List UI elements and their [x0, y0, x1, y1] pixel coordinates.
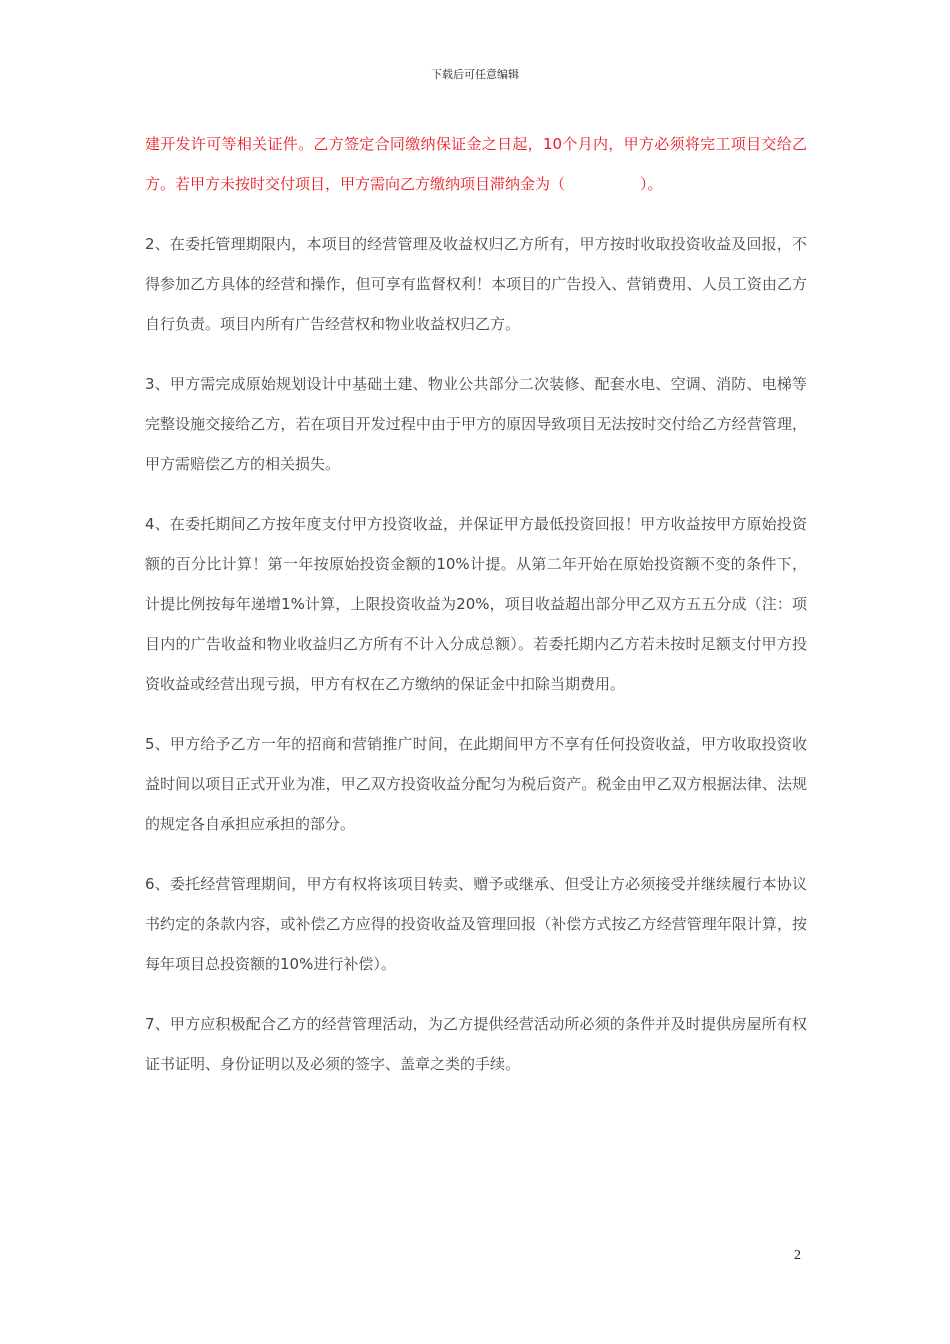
- page-number: 2: [794, 1248, 801, 1263]
- clause-2: 2、在委托管理期限内，本项目的经营管理及收益权归乙方所有，甲方按时收取投资收益及回报，不得参加乙方具体的经营和操作，但可享有监督权利！本项目的广告投入、营销费用、人员工资由乙方自行负责。项目内所有广告经营权和物业收益权归乙方。: [145, 235, 807, 333]
- paragraph-1-continuation: 建开发许可等相关证件。乙方签定合同缴纳保证金之日起，10个月内，甲方必须将完工项目交给乙方。若甲方未按时交付项目，甲方需向乙方缴纳项目滞纳金为（ ）。: [145, 135, 807, 193]
- page-header: 下载后可任意编辑: [431, 68, 519, 81]
- clause-3: 3、甲方需完成原始规划设计中基础土建、物业公共部分二次装修、配套水电、空调、消防、电梯等完整设施交接给乙方，若在项目开发过程中由于甲方的原因导致项目无法按时交付给乙方经营管理，甲方需赔偿乙方的相关损失。: [145, 375, 807, 473]
- clause-6: 6、委托经营管理期间，甲方有权将该项目转卖、赠予或继承、但受让方必须接受并继续履行本协议书约定的条款内容，或补偿乙方应得的投资收益及管理回报（补偿方式按乙方经营管理年限计算，按每年项目总投资额的10%进行补偿）。: [145, 875, 807, 973]
- clause-4: 4、在委托期间乙方按年度支付甲方投资收益，并保证甲方最低投资回报！甲方收益按甲方原始投资额的百分比计算！第一年按原始投资金额的10%计提。从第二年开始在原始投资额不变的条件下，计提比例按每年递增1%计算，上限投资收益为20%，项目收益超出部分甲乙双方五五分成（注：项目内的广告收益和物业收益归乙方所有不计入分成总额）。若委托期内乙方若未按时足额支付甲方投资收益或经营出现亏损，甲方有权在乙方缴纳的保证金中扣除当期费用。: [145, 515, 807, 693]
- clause-5: 5、甲方给予乙方一年的招商和营销推广时间，在此期间甲方不享有任何投资收益，甲方收取投资收益时间以项目正式开业为准，甲乙双方投资收益分配匀为税后资产。税金由甲乙双方根据法律、法规的规定各自承担应承担的部分。: [145, 735, 807, 833]
- clause-7: 7、甲方应积极配合乙方的经营管理活动，为乙方提供经营活动所必须的条件并及时提供房屋所有权证书证明、身份证明以及必须的签字、盖章之类的手续。: [145, 1015, 807, 1073]
- document-body: [145, 124, 807, 1104]
